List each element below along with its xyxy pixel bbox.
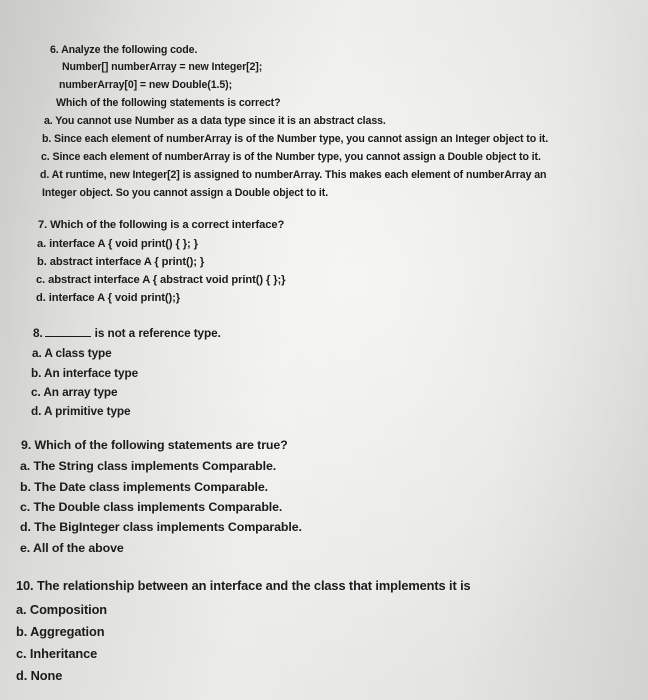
question-6-code-line-2: numberArray[0] = new Double(1.5); — [59, 79, 233, 91]
question-10-option-b: b. Aggregation — [16, 624, 105, 639]
question-6-prompt: Which of the following statements is correct? — [56, 97, 281, 109]
question-8-option-a: a. A class type — [32, 346, 112, 360]
answer-blank — [45, 326, 91, 337]
question-9-option-b: b. The Date class implements Comparable. — [20, 480, 269, 494]
question-7-option-d: d. interface A { void print();} — [36, 292, 181, 304]
question-10-option-a: a. Composition — [16, 602, 108, 617]
question-8-option-c: c. An array type — [31, 385, 118, 399]
question-6-text: 6. Analyze the following code. — [50, 44, 198, 56]
question-9-option-c: c. The Double class implements Comparable. — [20, 500, 283, 514]
question-9-option-a: a. The String class implements Comparable. — [20, 459, 277, 473]
question-8-text — [33, 326, 221, 340]
question-9-option-e: e. All of the above — [20, 541, 124, 555]
question-10-option-c: c. Inheritance — [16, 646, 98, 661]
question-7-option-a: a. interface A { void print() { }; } — [37, 238, 198, 250]
question-6-code-line-1: Number[] numberArray = new Integer[2]; — [62, 61, 263, 73]
question-8-option-d: d. A primitive type — [31, 404, 131, 418]
question-6-option-a: a. You cannot use Number as a data type since it is an abstract class. — [44, 115, 386, 127]
question-9-option-d: d. The BigInteger class implements Comparable. — [20, 520, 302, 534]
question-10-option-d: d. None — [16, 668, 63, 683]
question-8-number: 8. — [33, 326, 43, 340]
question-7-option-b: b. abstract interface A { print(); } — [37, 256, 205, 268]
question-7-option-c: c. abstract interface A { abstract void print() { };} — [36, 274, 286, 286]
question-6-option-d-line-2: Integer object. So you cannot assign a Double object to it. — [42, 187, 329, 199]
question-7-text: 7. Which of the following is a correct interface? — [38, 219, 285, 231]
question-10-text: 10. The relationship between an interface and the class that implements it is — [16, 578, 471, 593]
question-6-option-c: c. Since each element of numberArray is of the Number type, you cannot assign a Double object to it. — [41, 151, 541, 163]
question-6-option-b: b. Since each element of numberArray is of the Number type, you cannot assign an Integer object to it. — [42, 133, 549, 145]
question-9-text: 9. Which of the following statements are true? — [21, 438, 288, 452]
question-8-text-rest: is not a reference type. — [94, 326, 221, 340]
question-6-option-d-line-1: d. At runtime, new Integer[2] is assigned to numberArray. This makes each element of numberArray an — [40, 169, 547, 181]
question-8-option-b: b. An interface type — [31, 366, 139, 380]
